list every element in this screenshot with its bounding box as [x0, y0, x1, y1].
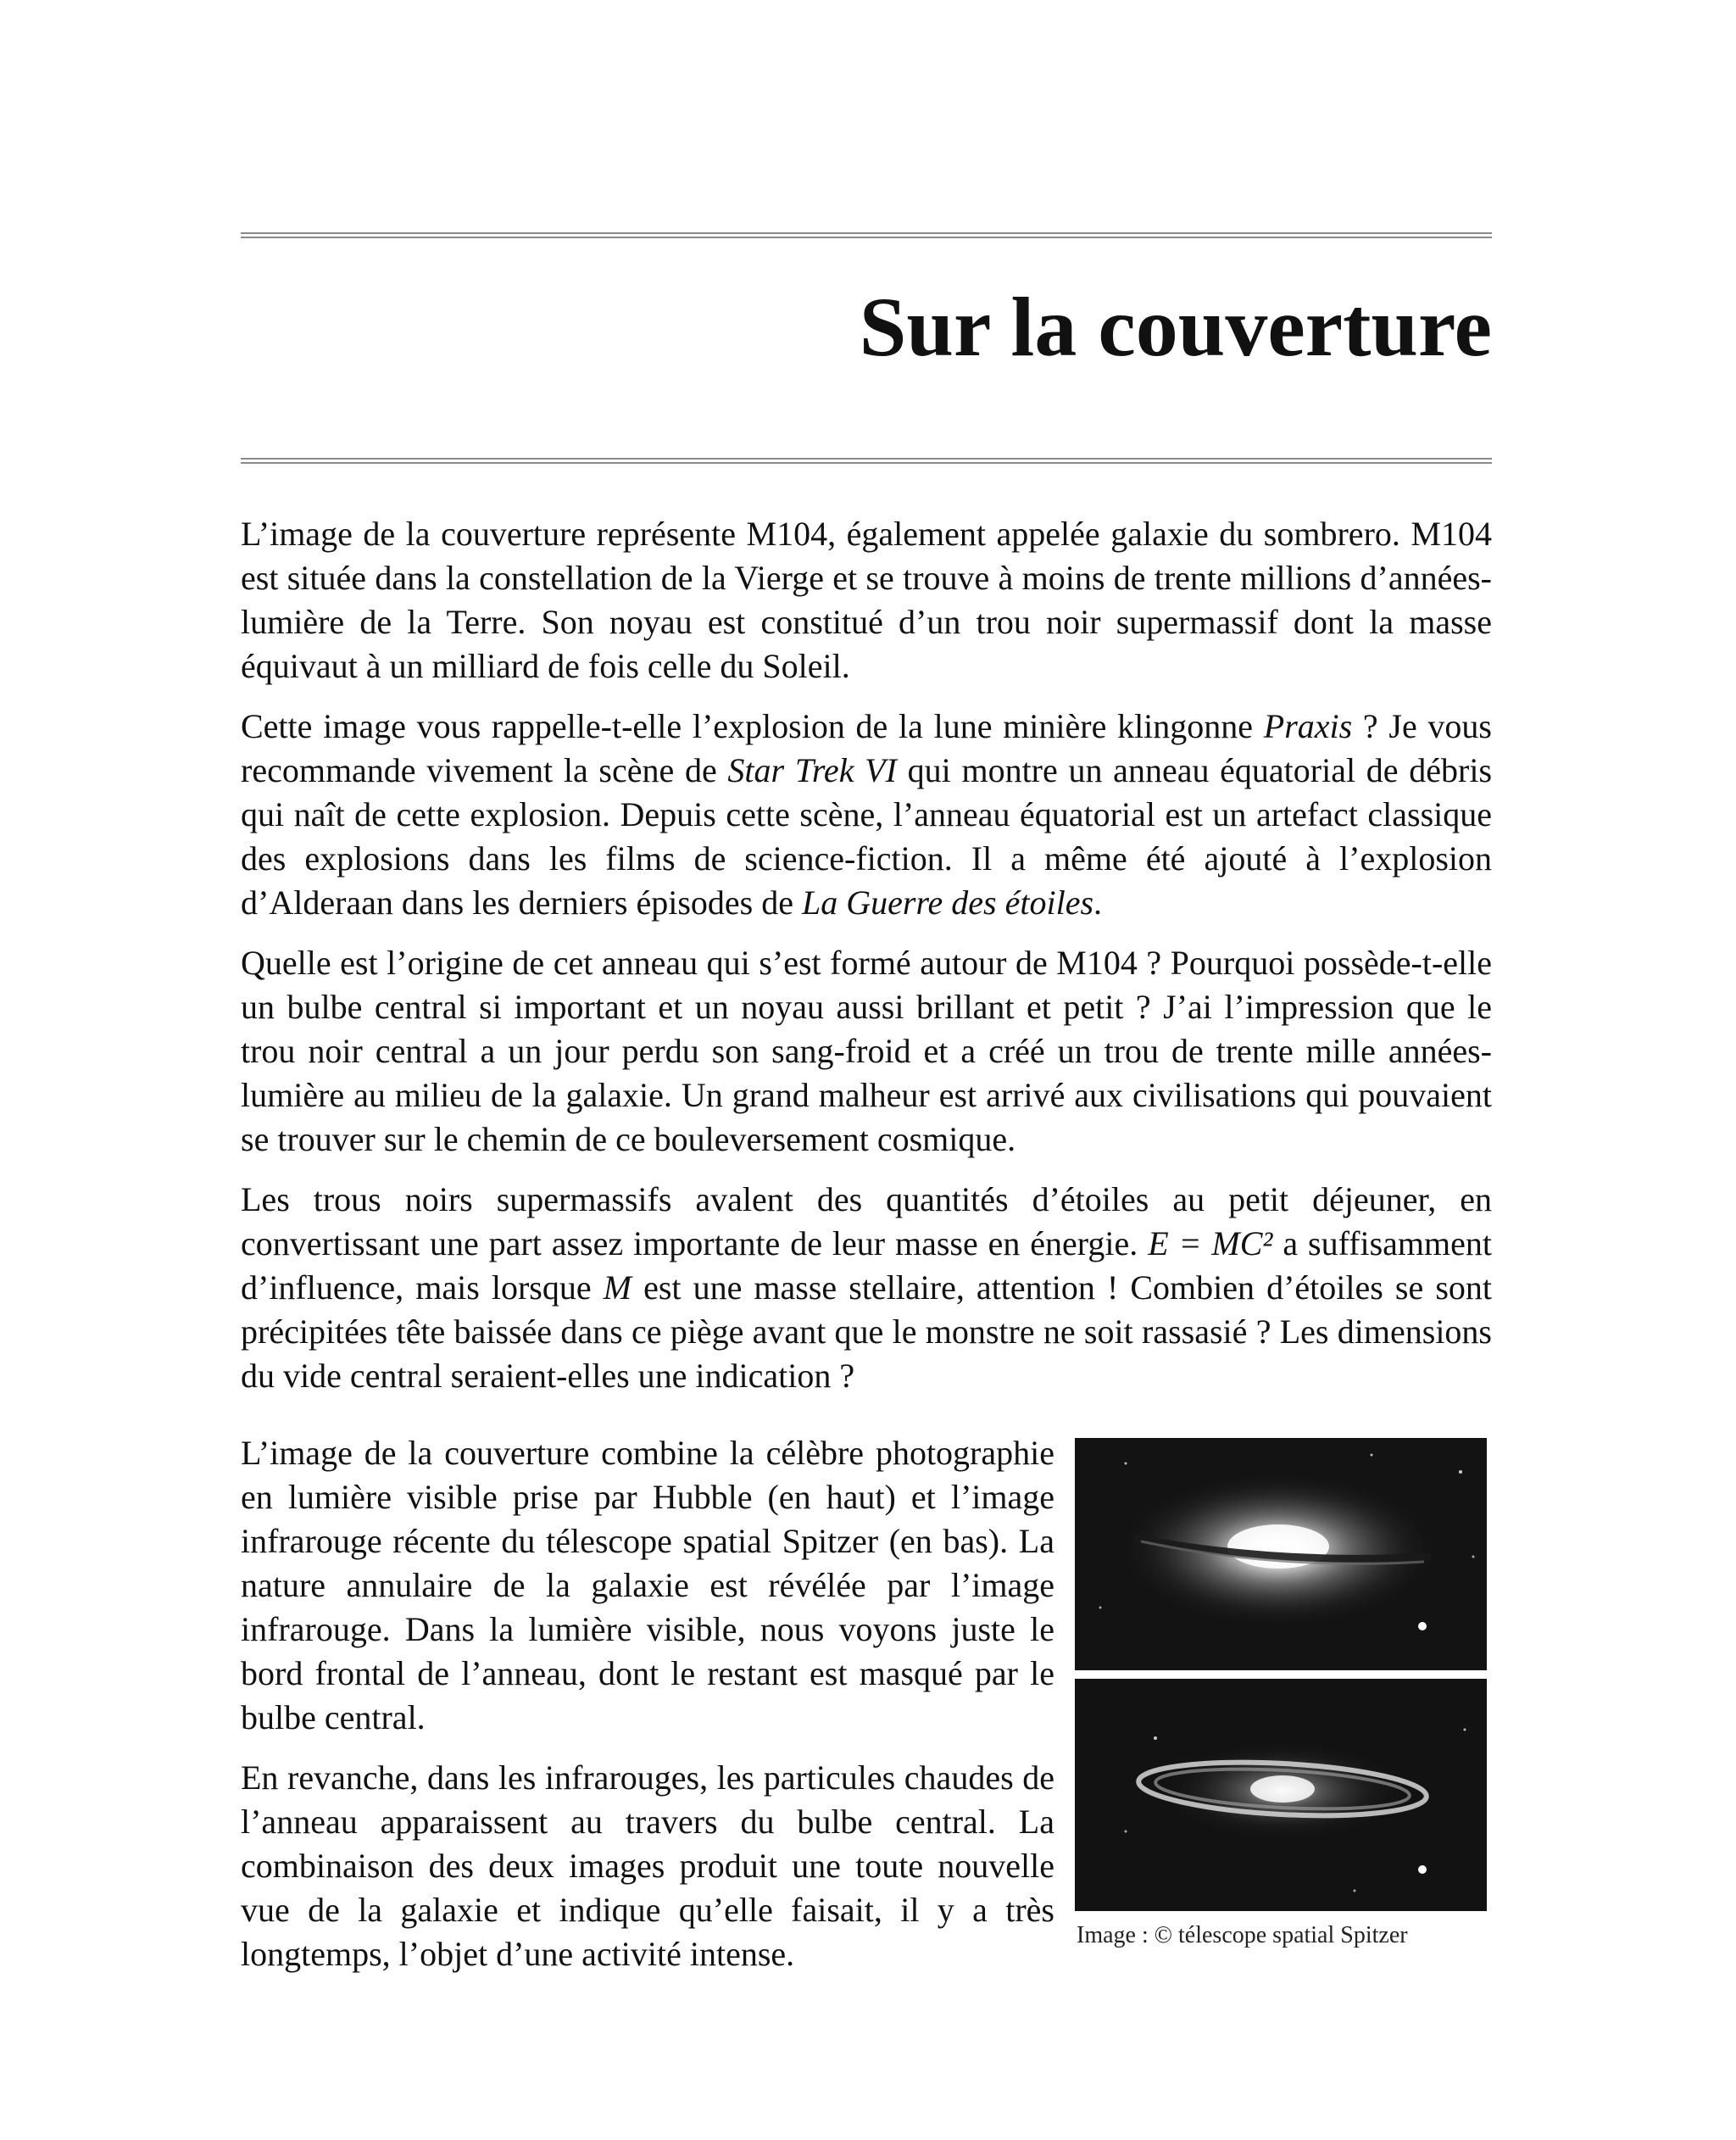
- paragraph-2-text-c: qui montre un anneau équatorial de débris qui naît de cette explosion. Depuis cette scène, l’anneau équatorial est un artefact classique des explosions dans les films de science-fiction. Il a même été ajouté à l’explosion d’Alderaan dans les derniers épisodes de: [241, 751, 1493, 922]
- mass-symbol-emphasis: M: [603, 1268, 632, 1307]
- paragraph-3: Quelle est l’origine de cet anneau qui s’est formé autour de M104 ? Pourquoi possède-t-elle un bulbe central si important et un noyau aussi brillant et petit ? J’ai l’impression que le trou noir central a un jour perdu son sang-froid et a créé un trou de trente mille années-lumière au milieu de la galaxie. Un grand malheur est arrivé aux civilisations qui pouvaient se trouver sur le chemin de ce bouleversement cosmique.: [241, 944, 1492, 1158]
- figure-caption: Image : © télescope spatial Spitzer: [1077, 1922, 1408, 1948]
- paragraph-5: L’image de la couverture combine la célèbre photographie en lumière visible prise par Hubble (en haut) et l’image infrarouge récente du télescope spatial Spitzer (en bas). La nature annulaire de la galaxie est révélée par l’image infrarouge. Dans la lumière visible, nous voyons juste le bord frontal de l’anneau, dont le restant est masqué par le bulbe central.: [241, 1434, 1054, 1736]
- paragraph-2-text-d: .: [1093, 883, 1103, 922]
- paragraph-2-text-a: Cette image vous rappelle-t-elle l’explosion de la lune minière klingonne: [241, 707, 1264, 745]
- paragraph-1: L’image de la couverture représente M104, également appelée galaxie du sombrero. M104 est située dans la constellation de la Vierge et se trouve à moins de trente millions d’années-lumière de la Terre. Son noyau est constitué d’un trou noir supermassif dont la masse équivaut à un milliard de fois celle du Soleil.: [241, 515, 1492, 685]
- star-wars-emphasis: La Guerre des étoiles: [802, 883, 1094, 922]
- galaxy-visible-light-image: [1075, 1438, 1487, 1670]
- praxis-emphasis: Praxis: [1263, 707, 1353, 745]
- paragraph-2: [241, 705, 1492, 925]
- paragraph-4: [241, 1178, 1492, 1398]
- paragraph-6: En revanche, dans les infrarouges, les particules chaudes de l’anneau apparaissent au travers du bulbe central. La combinaison des deux images produit une toute nouvelle vue de la galaxie et indique qu’elle faisait, il y a très longtemps, l’objet d’une activité intense.: [241, 1758, 1054, 1973]
- paragraph-4-text-a: Les trous noirs supermassifs avalent des quantités d’étoiles au petit déjeuner, en convertissant une part assez importante de leur masse en énergie.: [241, 1180, 1492, 1262]
- star-trek-emphasis: Star Trek VI: [727, 751, 897, 789]
- paragraph-4-text-c: est une masse stellaire, attention ! Combien d’étoiles se sont précipitées tête baissée dans ce piège avant que le monstre ne soit rassasié ? Les dimensions du vide central seraient-elles une indication ?: [241, 1268, 1492, 1395]
- top-rule: [241, 232, 1492, 238]
- formula-emphasis: E = MC²: [1148, 1224, 1273, 1262]
- wrapped-text: [241, 1431, 1054, 1992]
- galaxy-infrared-image: [1075, 1679, 1487, 1911]
- paragraph-2-text-b: ? Je vous recommande vivement la scène de: [241, 707, 1493, 789]
- chapter-title: Sur la couverture: [859, 280, 1492, 374]
- bottom-rule: [241, 458, 1492, 464]
- paragraph-4-text-b: a suffisamment d’influence, mais lorsque: [241, 1224, 1493, 1307]
- body-text: [241, 512, 1492, 1414]
